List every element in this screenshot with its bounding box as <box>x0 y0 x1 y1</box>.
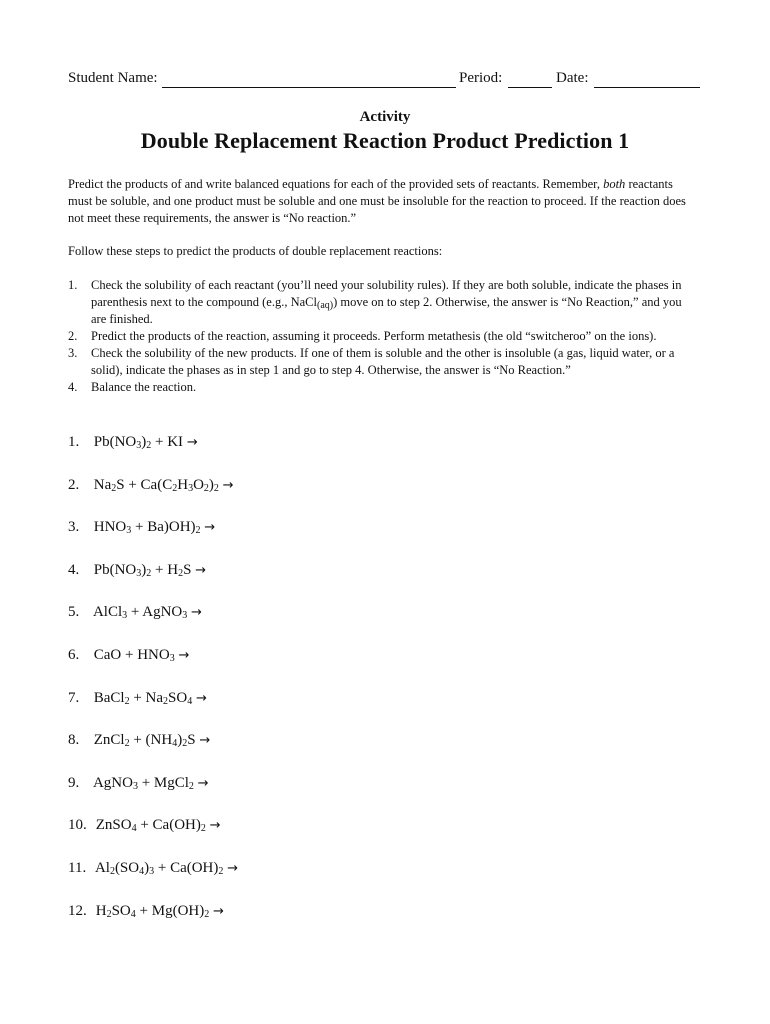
reaction-arrow: → <box>195 562 207 578</box>
problem-equation: $Al_2(SO_4)_3 + Ca(OH)_2$ → <box>94 860 239 877</box>
problem-number: 1. <box>68 434 80 450</box>
problem-equation: ZnSO$_4$ + $Ca(OH)_2$ → <box>95 817 221 835</box>
intro-text-end: reactants must be soluble, and one product must be soluble and one must be insoluble for the reaction to proceed. If the reaction does not meet these requirements, the answer is “No reaction.” <box>68 177 686 225</box>
problem-number: 3. <box>68 519 80 536</box>
problem-number: 7. <box>68 689 80 706</box>
step-text: Predict the products of the reaction, assuming it proceeds. Perform metathesis (the old “switcheroo” on the ions). <box>91 329 657 343</box>
reaction-arrow: → <box>178 648 190 663</box>
step-text-after: ) move on to step 2. Otherwise, the answer is “No Reaction,” and you are finished. <box>91 295 682 326</box>
problem-number: 2. <box>68 476 80 493</box>
problem-item <box>68 560 700 581</box>
period-line <box>508 87 552 88</box>
student-name-line <box>162 87 456 88</box>
problem-equation: $Pb(NO_3)_2 + H_2S$ → <box>93 561 207 579</box>
date-line <box>594 87 700 88</box>
step-number: 4. <box>68 380 78 394</box>
problem-item <box>68 688 700 709</box>
steps-intro: Follow these steps to predict the products of double replacement reactions: <box>68 244 443 258</box>
intro-italic: both <box>603 177 626 191</box>
reaction-arrow: → <box>209 818 221 834</box>
problem-item <box>68 475 700 496</box>
reaction-arrow: → <box>227 861 239 876</box>
problem-item <box>68 602 700 623</box>
step-text: Balance the reaction. <box>91 380 197 394</box>
problem-item <box>68 730 700 751</box>
reaction-arrow: → <box>199 733 211 749</box>
problem-equation: $Na_2S + Ca(C_2H_3O_2)_2$ → <box>93 476 234 494</box>
step-item <box>68 277 700 328</box>
step-text: Check the solubility of each reactant (you’ll need your solubility rules). If they are both soluble, indicate the phases in parenthesis next to the compound (e.g., NaCl <box>91 278 682 309</box>
step-number: 3. <box>68 346 78 360</box>
reaction-arrow: → <box>186 435 198 450</box>
step-item <box>68 379 700 396</box>
problem-equation: $H_2SO_4 + Mg(OH)_2$ → <box>95 902 224 920</box>
problem-item <box>68 815 700 836</box>
date-label: Date: <box>556 70 589 86</box>
problem-item <box>68 432 700 453</box>
reaction-arrow: → <box>197 775 209 791</box>
reaction-arrow: → <box>222 477 234 493</box>
problem-number: 6. <box>68 647 80 663</box>
problem-item <box>68 858 700 879</box>
problem-equation: AlCl$_3$ + AgNO$_3$ → <box>92 604 202 622</box>
problem-equation: $HNO_3 + Ba)OH)_2$ → <box>93 519 216 537</box>
problem-equation: CaO + $HNO_3$ → <box>93 647 190 664</box>
step-item <box>68 345 700 379</box>
problem-equation: BaCl$_2$ + $Na_2SO_4$ → <box>93 689 207 707</box>
problem-equation: $Pb(NO_3)_2$ + KI → <box>93 434 198 451</box>
student-info-header <box>68 70 708 92</box>
problem-number: 10. <box>68 817 87 834</box>
step-number: 1. <box>68 278 78 292</box>
step-subscript: (aq) <box>317 300 334 311</box>
problem-equation: AgNO$_3$ + MgCl$_2$ → <box>92 774 209 792</box>
intro-paragraph <box>68 176 700 227</box>
problem-item <box>68 517 700 538</box>
problem-item <box>68 645 700 666</box>
reaction-arrow: → <box>204 520 216 536</box>
step-item <box>68 328 700 345</box>
step-number: 2. <box>68 329 78 343</box>
student-name-label: Student Name: <box>68 70 158 86</box>
step-text: Check the solubility of the new products. If one of them is soluble and the other is insoluble (a gas, liquid water, or a solid), indicate the phases as in step 1 and go to step 4. Otherwise, the answer is “No Reaction.” <box>91 346 675 377</box>
problem-item <box>68 901 700 922</box>
page-title: Double Replacement Reaction Product Prediction 1 <box>140 128 630 153</box>
problem-number: 9. <box>68 774 80 791</box>
reaction-arrow: → <box>212 903 224 919</box>
problem-number: 11. <box>68 860 87 876</box>
reaction-arrow: → <box>191 605 202 621</box>
problem-number: 4. <box>68 561 80 578</box>
problem-item <box>68 773 700 794</box>
problem-number: 8. <box>68 732 80 749</box>
problem-equation: ZnCl$_2$ + $(NH_4)_2S$ → <box>93 732 211 750</box>
reaction-arrow: → <box>195 690 207 706</box>
problem-number: 12. <box>68 902 87 919</box>
activity-label: Activity <box>359 109 411 125</box>
steps-list <box>68 277 700 396</box>
intro-text-start: Predict the products of and write balanced equations for each of the provided sets of reactants. Remember, <box>68 177 604 191</box>
period-label: Period: <box>459 70 503 86</box>
problem-number: 5. <box>68 604 80 621</box>
